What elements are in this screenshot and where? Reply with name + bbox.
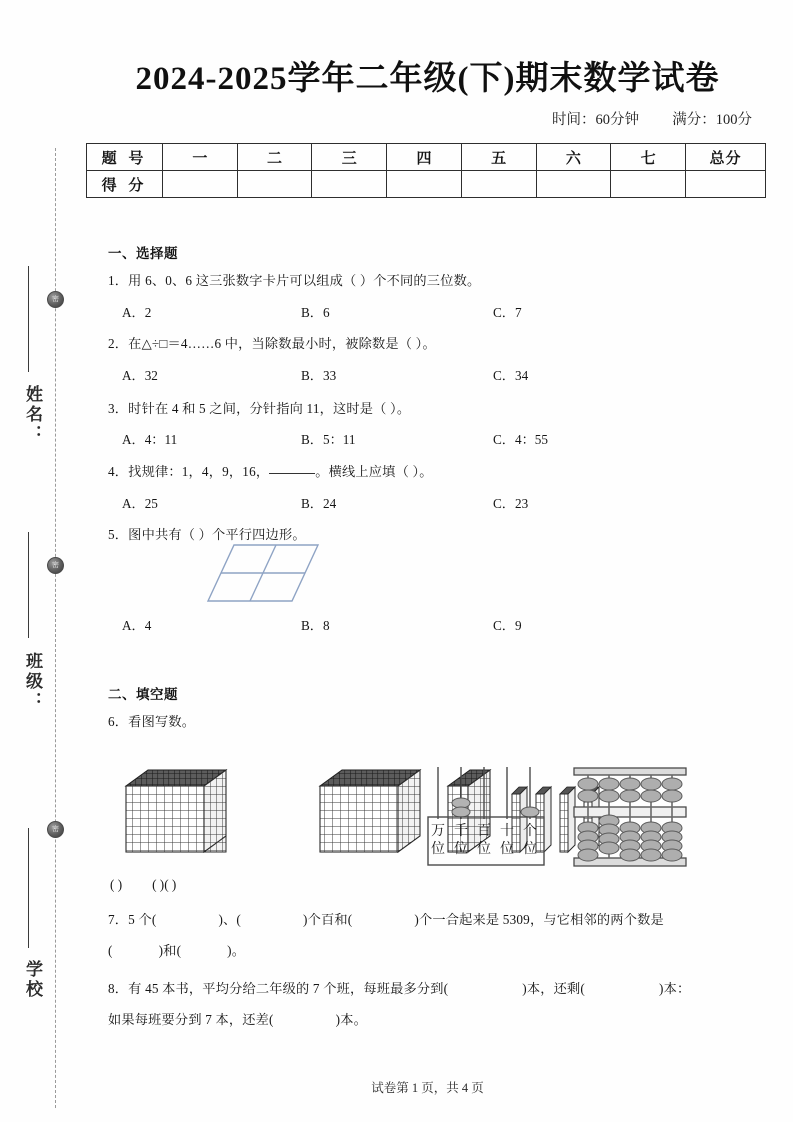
score-cell-7[interactable] (611, 171, 686, 198)
answer-bracket-1[interactable]: ( ) (110, 877, 123, 892)
place-value-chart (426, 763, 546, 878)
score-table (86, 143, 766, 198)
table-col-6: 六 (536, 144, 611, 171)
question-8-line-2 (108, 1009, 367, 1028)
svg-text:百: 百 (477, 824, 491, 839)
score-cell-3[interactable] (312, 171, 387, 198)
seal-icon: 密 (47, 291, 64, 308)
q7-part-g: )。 (227, 943, 246, 958)
question-5-option-b[interactable]: B．8 (301, 618, 330, 633)
question-1-option-b[interactable]: B．6 (301, 305, 330, 320)
score-cell-1[interactable] (163, 171, 238, 198)
page-footer: 试卷第 1 页，共 4 页 (371, 1081, 484, 1095)
question-4-stem-post: 。横线上应填（ ）。 (315, 464, 433, 479)
question-1-stem: 1．用 6、0、6 这三张数字卡片可以组成（ ）个不同的三位数。 (108, 273, 481, 288)
table-col-5: 五 (461, 144, 536, 171)
page-title: 2024-2025学年二年级(下)期末数学试卷 (135, 61, 720, 97)
question-6-stem: 6．看图写数。 (108, 714, 196, 729)
svg-text:位: 位 (454, 842, 468, 857)
question-4-option-c[interactable]: C．23 (493, 496, 529, 511)
table-row (87, 171, 766, 198)
seal-icon: 密 (47, 557, 64, 574)
question-8-line-1 (108, 978, 690, 997)
svg-text:位: 位 (477, 842, 491, 857)
abacus-icon (568, 765, 693, 873)
svg-text:十: 十 (500, 824, 514, 839)
school-write-rule (28, 828, 29, 948)
question-3-option-b[interactable]: B．5：11 (301, 432, 356, 447)
score-cell-total[interactable] (686, 171, 766, 198)
school-label: 学校 (23, 960, 42, 1000)
question-2-option-b[interactable]: B．33 (301, 368, 337, 383)
score-cell-2[interactable] (237, 171, 312, 198)
question-5-option-c[interactable]: C．9 (493, 618, 522, 633)
place-value-chart-icon (426, 763, 546, 873)
svg-text:位: 位 (500, 842, 514, 857)
question-4-stem-pre: 4．找规律：1，4，9，16， (108, 464, 270, 479)
table-col-2: 二 (237, 144, 312, 171)
table-col-total: 总分 (686, 144, 766, 171)
table-col-3: 三 (312, 144, 387, 171)
content-column (86, 0, 776, 1122)
question-3-option-c[interactable]: C．4：55 (493, 432, 548, 447)
question-6-answer-brackets (110, 877, 176, 893)
parallelogram-grid-icon (204, 543, 324, 605)
score-cell-5[interactable] (461, 171, 536, 198)
question-3-option-a[interactable]: A．4：11 (122, 432, 178, 447)
svg-text:位: 位 (431, 842, 445, 857)
seal-icon: 密 (47, 821, 64, 838)
time-label: 时间：60分钟 (552, 112, 639, 128)
q7-part-d: )个一合起来是 5309，与它相邻的两个数是 (414, 912, 664, 927)
thousand-cube (320, 770, 420, 852)
q8-part-a: 8．有 45 本书，平均分给二年级的 7 个班，每班最多分到( (108, 981, 449, 996)
section-heading-choice: 一、选择题 (108, 246, 178, 261)
question-5-stem: 5．图中共有（ ）个平行四边形。 (108, 527, 306, 542)
q8-part-e: )本。 (335, 1012, 368, 1027)
svg-text:千: 千 (454, 824, 468, 839)
svg-text:个: 个 (523, 824, 537, 839)
class-label: 班级： (23, 652, 42, 712)
answer-blank-line[interactable] (269, 473, 315, 474)
question-5-option-a[interactable]: A．4 (122, 618, 152, 633)
q7-part-a: 7．5 个( (108, 912, 157, 927)
question-4-option-b[interactable]: B．24 (301, 496, 337, 511)
question-4-option-a[interactable]: A．25 (122, 496, 158, 511)
section-heading-fill: 二、填空题 (108, 687, 178, 702)
question-2-option-c[interactable]: C．34 (493, 368, 529, 383)
thousand-cube (126, 770, 226, 852)
table-col-4: 四 (387, 144, 462, 171)
question-4-stem (108, 461, 433, 480)
question-1-option-c[interactable]: C．7 (493, 305, 522, 320)
exam-meta (552, 108, 752, 129)
name-label: 姓名： (23, 385, 42, 445)
question-1-option-a[interactable]: A．2 (122, 305, 152, 320)
svg-text:万: 万 (431, 824, 445, 839)
answer-bracket-2[interactable]: ( ) (152, 877, 165, 892)
q8-part-b: )本，还剩( (522, 981, 586, 996)
q7-part-e: ( (108, 943, 113, 958)
table-row (87, 144, 766, 171)
q7-part-b: )、( (218, 912, 242, 927)
answer-bracket-3[interactable]: ( ) (164, 877, 177, 892)
q7-part-c: )个百和( (303, 912, 353, 927)
q8-part-c: )本： (659, 981, 691, 996)
question-7-line-2 (108, 940, 245, 959)
total-score-label: 满分：100分 (672, 112, 752, 128)
q8-part-d: 如果每班要分到 7 本，还差( (108, 1012, 274, 1027)
parallelogram-figure (204, 543, 324, 610)
abacus-figure (568, 765, 693, 878)
name-write-rule (28, 266, 29, 372)
binding-margin (0, 0, 86, 1122)
question-2-stem: 2．在△÷□＝4……6 中，当除数最小时，被除数是（ ）。 (108, 336, 436, 351)
question-2-option-a[interactable]: A．32 (122, 368, 158, 383)
table-row-head-number: 题 号 (87, 144, 163, 171)
score-cell-4[interactable] (387, 171, 462, 198)
svg-text:位: 位 (523, 842, 537, 857)
question-3-stem: 3．时针在 4 和 5 之间，分针指向 11，这时是（ ）。 (108, 401, 411, 416)
question-7-line-1 (108, 909, 664, 928)
table-row-head-score: 得 分 (87, 171, 163, 198)
table-col-7: 七 (611, 144, 686, 171)
q7-part-f: )和( (158, 943, 182, 958)
score-cell-6[interactable] (536, 171, 611, 198)
table-col-1: 一 (163, 144, 238, 171)
class-write-rule (28, 532, 29, 638)
